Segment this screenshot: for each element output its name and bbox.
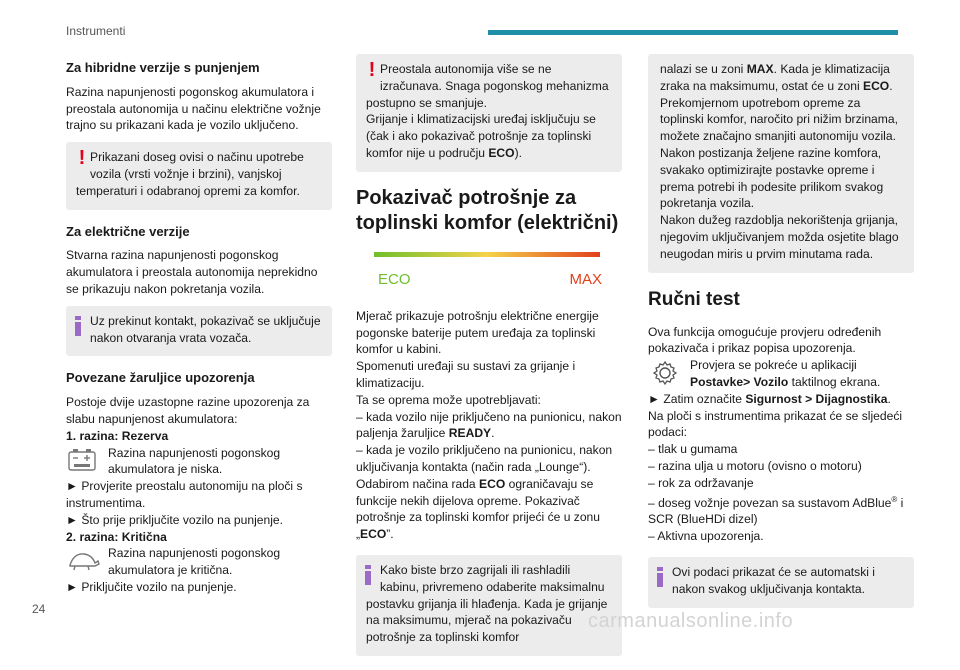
battery-reserve-icon <box>66 445 102 477</box>
gear-icon <box>648 357 684 389</box>
text-warning-lamps: Postoje dvije uzastopne razine upozorenja za slabu napunjenost akumulatora: <box>66 395 310 426</box>
heading-thermal-gauge: Pokazivač potrošnje za toplinski komfor (električni) <box>356 186 619 234</box>
level2-title: 2. razina: Kritična <box>66 529 167 544</box>
gauge-text-6: Odabirom načina rada ECO ograničavaju se funkcije nekih dijelova opreme. Pokazivač potrošnje za toplinski komfor prijeći će u zonu „ECO”. <box>356 476 601 542</box>
column-middle <box>356 54 622 670</box>
text-manual-test: Ova funkcija omogućuje provjeru određenih pokazivača i prikaz popisa upozorenja. <box>648 324 882 356</box>
info-box-auto <box>648 557 914 608</box>
gauge-text-1: Mjerač prikazuje potrošnju električne energije pogonske baterije putem uređaja za toplinski komfor u kabini. <box>356 308 599 357</box>
turtle-icon <box>66 545 102 577</box>
list-item: – razina ulja u motoru (ovisno o motoru) <box>648 458 862 473</box>
text-hybrid: Razina napunjenosti pogonskog akumulatora i preostala autonomija u načinu električne vožnje trajno su prikazani kada je vozilo uključeno. <box>66 84 321 133</box>
level1-bullet-2: ► Što prije priključite vozilo na punjenje. <box>66 512 284 527</box>
list-intro: Na ploči s instrumentima prikazat će se sljedeći podaci: <box>648 408 903 440</box>
warning-box-critical <box>356 54 622 172</box>
info-icon <box>364 562 380 584</box>
warning-exclamation-icon: ! <box>368 59 376 81</box>
list-item: – doseg vožnje povezan sa sustavom AdBlue® i SCR (BlueHDi dizel) <box>648 494 904 527</box>
gauge-gradient-bar <box>374 252 600 257</box>
warning-critical-l1: Preostala autonomija više se ne izračunava. Snaga pogonskog mehanizma postupno se smanjuje. <box>366 62 609 110</box>
info-box-continued: nalazi se u zoni MAX. Kada je klimatizacija zraka na maksimumu, ostat će u zoni ECO. Prekomjernom upotrebom opreme za toplinski komfor, naročito pri nižim brzinama, možete značajno smanjiti autonomiju vozila. Nakon postizanja željene razine komfora, svakako optimizirajte postavke opreme i prema potrebi ih podesite prilikom svakog pokretanja vozila. Nakon dužeg razdoblja nekorištenja grijanja, njegovim uključivanjem možda osjetite blago neugodan miris u prvim minutama rada. <box>648 54 914 273</box>
settings-row <box>648 357 914 391</box>
level2-text: Razina napunjenosti pogonskog akumulatora je kritična. <box>108 546 281 578</box>
info-text-heating: Kako biste brzo zagrijali ili rashladili kabinu, privremeno odaberite maksimalnu postavku grijanja ili hlađenja. Kada je grijanje na maksimumu, mjerač na pokazivaču potrošnje za toplinski komfor <box>366 562 608 645</box>
warning-exclamation-icon: ! <box>78 147 86 170</box>
text-electric: Stvarna razina napunjenosti pogonskog akumulatora i preostala autonomija neprekidno se prikazuju nakon pokretanja vozila. <box>66 248 318 296</box>
info-continued-3: Nakon postizanja željene razine komfora, svakako optimizirajte postavke opreme i prema potrebi ih podesite prilikom svakog pokretanja vozila. <box>660 145 884 211</box>
heading-manual-test: Ručni test <box>648 288 740 310</box>
level1-text: Razina napunjenosti pogonskog akumulatora je niska. <box>108 445 281 477</box>
gauge-text-4: – kada vozilo nije priključeno na punionicu, nakon paljenja žaruljice READY. <box>356 409 622 441</box>
level1-row <box>66 445 332 479</box>
section-header: Instrumenti <box>66 24 126 38</box>
gauge-text-5: – kada je vozilo priključeno na punionicu, nakon uključivanja kontakta (način rada „Lounge“). <box>356 443 613 474</box>
heading-warning-lamps: Povezane žaruljice upozorenja <box>66 370 255 386</box>
info-text-auto: Ovi podaci prikazat će se automatski i nakon svakog uključivanja kontakta. <box>672 564 875 596</box>
gauge-max-label: MAX <box>569 270 602 288</box>
gauge-text-3: Ta se oprema može upotrebljavati: <box>356 392 541 407</box>
info-text-ignition: Uz prekinut kontakt, pokazivač se uključuje nakon otvaranja vrata vozača. <box>90 313 321 345</box>
warning-critical-l2-bold: ECO <box>488 145 515 160</box>
info-icon <box>656 564 672 586</box>
watermark: carmanualsonline.info <box>588 610 794 632</box>
level2-row <box>66 545 332 579</box>
info-icon <box>74 313 90 335</box>
list-item: – tlak u gumama <box>648 442 738 457</box>
column-left <box>66 54 332 596</box>
warning-text-range: Prikazani doseg ovisi o načinu upotrebe vozila (vrsti vožnje i brzini), vanjskoj temperaturi i odabranoj opremi za komfor. <box>76 150 304 198</box>
warning-box-range <box>66 142 332 209</box>
column-right <box>648 54 914 622</box>
info-box-ignition <box>66 306 332 357</box>
gauge-eco-label: ECO <box>378 270 411 288</box>
thermal-comfort-gauge <box>356 246 622 296</box>
info-continued-2: Prekomjernom upotrebom opreme za toplinski komfor, naročito pri nižim brzinama, možete značajno smanjiti autonomiju vozila. <box>660 95 898 144</box>
list-item: – rok za održavanje <box>648 475 754 490</box>
select-diagnostics: ► Zatim označite Sigurnost > Dijagnostika. <box>648 391 891 406</box>
level1-bullet-1: ► Provjerite preostalu autonomiju na ploči s instrumentima. <box>66 479 303 510</box>
page-number: 24 <box>32 602 46 616</box>
settings-text: Provjera se pokreće u aplikaciji Postavke> Vozilo taktilnog ekrana. <box>690 358 881 389</box>
level2-bullet-1: ► Priključite vozilo na punjenje. <box>66 579 237 594</box>
list-item: – Aktivna upozorenja. <box>648 529 764 544</box>
heading-hybrid: Za hibridne verzije s punjenjem <box>66 60 260 75</box>
header-accent-bar <box>488 30 898 35</box>
heading-electric: Za električne verzije <box>66 223 190 239</box>
info-continued-4: Nakon dužeg razdoblja nekorištenja grijanja, njegovim uključivanjem možda osjetite blago neugodan miris u prvim minutama rada. <box>660 213 899 261</box>
warning-critical-l2-pre: Grijanje i klimatizacijski uređaj isključuju se (čak i ako pokazivač potrošnje za toplinski komfor nije u području <box>366 112 596 160</box>
warning-critical-l2-post: ). <box>514 145 522 160</box>
info-box-heating <box>356 555 622 656</box>
level1-title: 1. razina: Rezerva <box>66 428 169 443</box>
gauge-text-2: Spomenuti uređaji su sustavi za grijanje i klimatizaciju. <box>356 359 576 390</box>
